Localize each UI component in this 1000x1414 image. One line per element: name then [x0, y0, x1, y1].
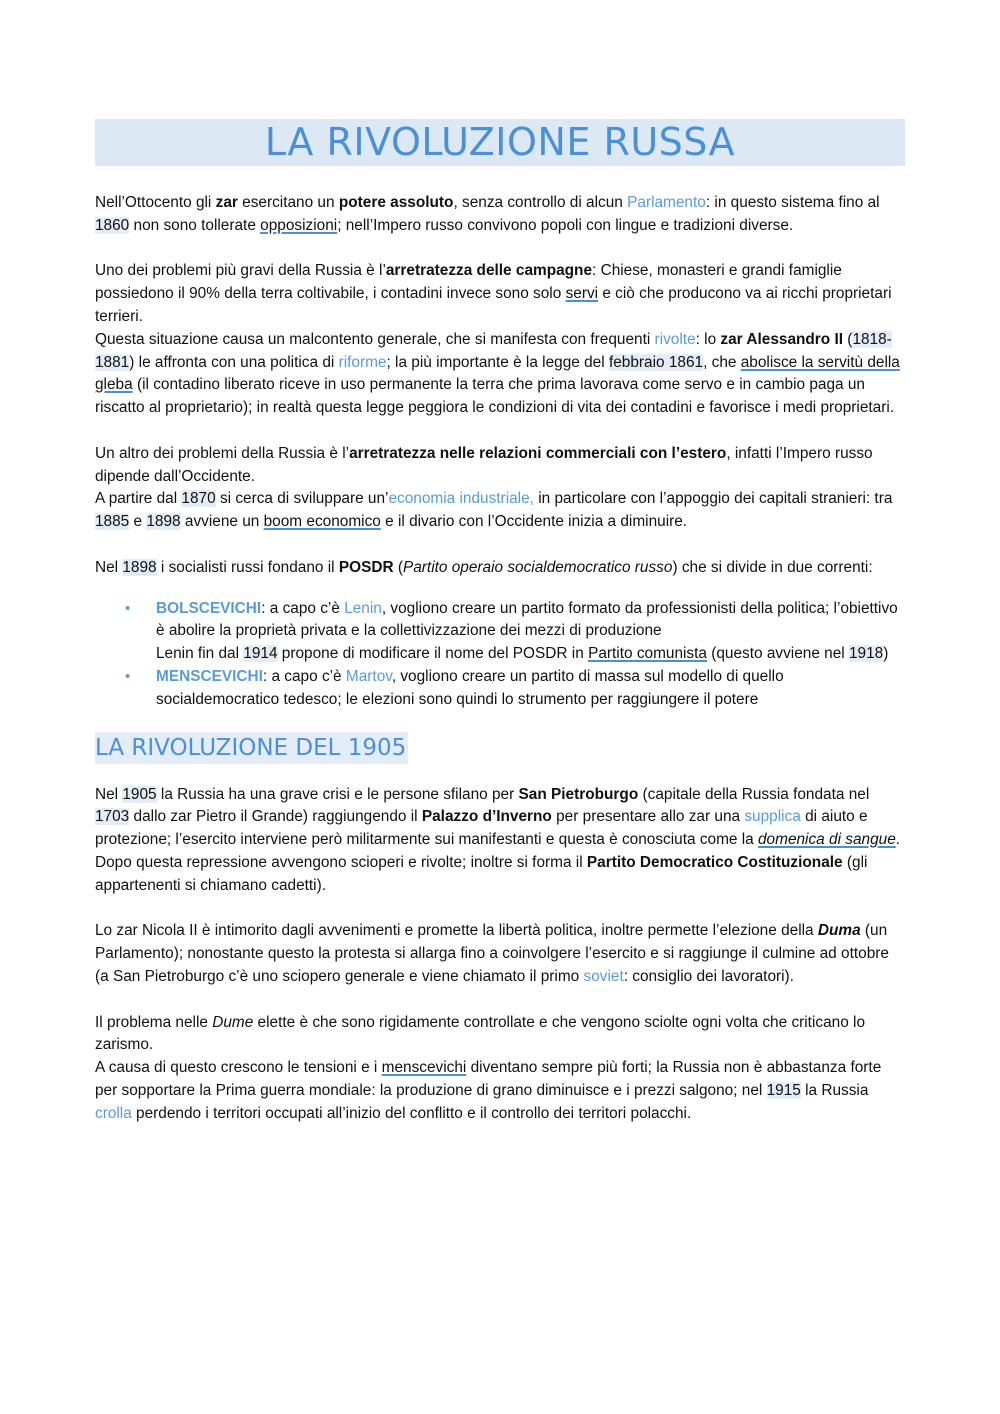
text: : a capo c’è	[261, 599, 345, 617]
text: per presentare allo zar una	[551, 808, 745, 826]
page-title: LA RIVOLUZIONE RUSSA	[95, 119, 905, 166]
date-highlight: febbraio 1861	[608, 353, 704, 371]
text: e ciò che producono va ai ricchi proprietari terrieri.	[95, 285, 892, 325]
text: (un Parlamento); nonostante questo la protesta si allarga fino a coinvolgere l’esercito e si raggiunge il culmine ad ottobre (a San Pietroburgo c’è uno sciopero generale e viene chiamato il primo	[95, 922, 889, 985]
text: Lo zar Nicola II è intimorito dagli avvenimenti e promette la libertà politica, inoltre permette l’elezione della	[95, 922, 818, 940]
date-highlight: 1870	[181, 490, 216, 508]
text-bold: San Pietroburgo	[518, 785, 639, 803]
keyword-blue: crolla	[95, 1104, 132, 1122]
text: )	[883, 645, 889, 663]
text: (questo avviene nel	[706, 645, 849, 663]
text: (	[843, 330, 853, 348]
bullet-icon: •	[125, 667, 131, 685]
bullet-icon: •	[125, 599, 131, 617]
text: i socialisti russi fondano il	[156, 558, 339, 576]
paragraph-campagne	[95, 260, 905, 328]
text-bold: Partito Democratico Costituzionale	[586, 853, 843, 871]
date-highlight: 1703	[95, 808, 130, 826]
paragraph-posdr	[95, 557, 905, 580]
list-item	[95, 598, 905, 666]
text: ; la più importante è la legge del	[386, 353, 609, 371]
keyword-blue: soviet	[583, 967, 624, 985]
keyword-bold-blue: MENSCEVICHI	[156, 667, 263, 685]
section-heading: LA RIVOLUZIONE DEL 1905	[95, 732, 408, 764]
paragraph-guerra	[95, 1057, 905, 1125]
text: ; nell’Impero russo convivono popoli con lingue e tradizioni diverse.	[337, 216, 794, 234]
text: , senza controllo di alcun	[453, 194, 628, 211]
keyword-blue: riforme	[338, 353, 387, 371]
text-bold: potere assoluto	[338, 194, 454, 211]
text: ) le affronta con una politica di	[129, 353, 339, 371]
text: non sono tollerate	[129, 216, 261, 234]
text-bold: POSDR	[338, 558, 394, 576]
text-bold: Palazzo d’Inverno	[421, 808, 552, 826]
text: : in questo sistema fino al	[705, 194, 880, 211]
keyword-blue: Parlamento	[627, 194, 706, 211]
paragraph-dume	[95, 1012, 905, 1058]
date-highlight: 1905	[122, 785, 157, 803]
text-bold: zar Alessandro II	[720, 330, 844, 348]
text: Dopo questa repressione avvengono scioperi e rivolte; inoltre si forma il	[95, 853, 587, 871]
text: : consiglio dei lavoratori).	[623, 967, 794, 985]
text: Nel	[95, 558, 123, 576]
text: : lo	[695, 330, 721, 348]
text: dallo zar Pietro il Grande) raggiungendo il	[129, 808, 422, 826]
text: , vogliono creare un partito di massa sul modello di quello socialdemocratico tedesco; le elezioni sono quindi lo strumento per raggiungere il potere	[156, 667, 784, 708]
text: : a capo c’è	[262, 667, 346, 685]
text: (il contadino liberato riceve in uso permanente la terra che prima lavorava come servo e in cambio paga un riscatto al proprietario); in realtà questa legge peggiora le condizioni di vita dei contadini e favorisce i medi proprietari.	[95, 376, 895, 417]
date-highlight: 1898	[146, 513, 181, 531]
text: di aiuto e protezione; l’esercito interviene però militarmente sui manifestanti e questa è conosciuta come la	[95, 808, 868, 849]
text-bold: arretratezza nelle relazioni commerciali con l’estero	[349, 444, 727, 462]
text: Lenin fin dal	[156, 645, 244, 663]
text: e	[129, 513, 147, 531]
text: , vogliono creare un partito formato da professionisti della politica; l’obiettivo è abolire la proprietà privata e la collettivizzazione dei mezzi di produzione	[156, 599, 898, 640]
text-bold: zar	[215, 194, 238, 211]
text-italic: Partito operaio socialdemocratico russo	[402, 558, 673, 576]
text: la Russia ha una grave crisi e le persone sfilano per	[156, 785, 519, 803]
keyword-blue: rivolte	[654, 330, 696, 348]
text: perdendo i territori occupati all’inizio del conflitto e il controllo dei territori polacchi.	[131, 1104, 692, 1122]
keyword-blue: Lenin	[344, 599, 382, 617]
date-highlight: 1914	[243, 645, 278, 663]
text: (capitale della Russia fondata nel	[638, 785, 870, 803]
keyword-blue: economia industriale,	[388, 490, 534, 508]
text: propone di modificare il nome del POSDR in	[277, 645, 589, 663]
text: Il problema nelle	[95, 1013, 213, 1031]
paragraph-intro	[95, 192, 905, 238]
text: , infatti l’Impero russo dipende dall’Occidente.	[95, 444, 873, 485]
paragraph-commercio	[95, 443, 905, 489]
text: Nell’Ottocento gli	[95, 194, 216, 211]
text: Un altro dei problemi della Russia è l’	[95, 444, 350, 462]
date-highlight: 1860	[95, 216, 130, 234]
text-bold-italic: Duma	[817, 922, 861, 940]
text: avviene un	[180, 513, 264, 531]
paragraph-1905	[95, 784, 905, 852]
keyword-underlined: opposizioni	[260, 216, 338, 234]
keyword-underlined: menscevichi	[381, 1059, 467, 1077]
text: : Chiese, monasteri e grandi famiglie possiedono il 90% della terra coltivabile, i contadini invece sono solo	[95, 262, 842, 303]
keyword-underlined: boom economico	[263, 513, 381, 531]
keyword-underlined: servi	[565, 285, 599, 303]
date-highlight: 1918	[849, 645, 884, 663]
text: (gli appartenenti si chiamano cadetti).	[95, 853, 868, 894]
text: elette è che sono rigidamente controllate e che vengono sciolte ogni volta che criticano lo zarismo.	[95, 1013, 866, 1054]
keyword-blue: supplica	[744, 808, 801, 826]
text-italic: Dume	[212, 1013, 254, 1031]
paragraph-alessandro	[95, 329, 905, 420]
paragraph-repressione	[95, 852, 905, 898]
text: (	[393, 558, 403, 576]
text: A partire dal	[95, 490, 182, 508]
keyword-underlined: abolisce la servitù della gleba	[95, 353, 900, 394]
keyword-italic-underlined: domenica di sangue	[758, 831, 896, 849]
text: A causa di questo crescono le tensioni e i	[95, 1059, 382, 1077]
text: la Russia	[800, 1081, 869, 1099]
text: Nel	[95, 785, 123, 803]
text: ) che si divide in due correnti:	[672, 558, 873, 576]
keyword-bold-blue: BOLSCEVICHI	[156, 599, 262, 617]
bullet-list	[95, 598, 905, 712]
text: e il divario con l’Occidente inizia a diminuire.	[380, 513, 688, 531]
date-highlight: 1818-1881	[95, 330, 892, 371]
text: esercitano un	[237, 194, 339, 211]
date-highlight: 1885	[95, 513, 130, 531]
list-item	[95, 666, 905, 712]
keyword-underlined: Partito comunista	[588, 645, 707, 663]
date-highlight: 1915	[766, 1081, 801, 1099]
text: Uno dei problemi più gravi della Russia è l’	[95, 262, 386, 280]
paragraph-economia	[95, 488, 905, 534]
date-highlight: 1898	[122, 558, 157, 576]
text: diventano sempre più forti; la Russia non è abbastanza forte per sopportare la Prima guerra mondiale: la produzione di grano diminuisce e i prezzi salgono; nel	[95, 1059, 882, 1099]
text: , che	[703, 353, 741, 371]
keyword-blue: Martov	[345, 667, 392, 685]
text: si cerca di sviluppare un’	[215, 490, 389, 508]
text: Questa situazione causa un malcontento generale, che si manifesta con frequenti	[95, 330, 655, 348]
text-bold: arretratezza delle campagne	[385, 262, 593, 280]
text: in particolare con l’appoggio dei capitali stranieri: tra	[533, 490, 893, 508]
text: .	[895, 831, 901, 849]
document-page	[95, 119, 905, 1125]
paragraph-duma	[95, 920, 905, 988]
